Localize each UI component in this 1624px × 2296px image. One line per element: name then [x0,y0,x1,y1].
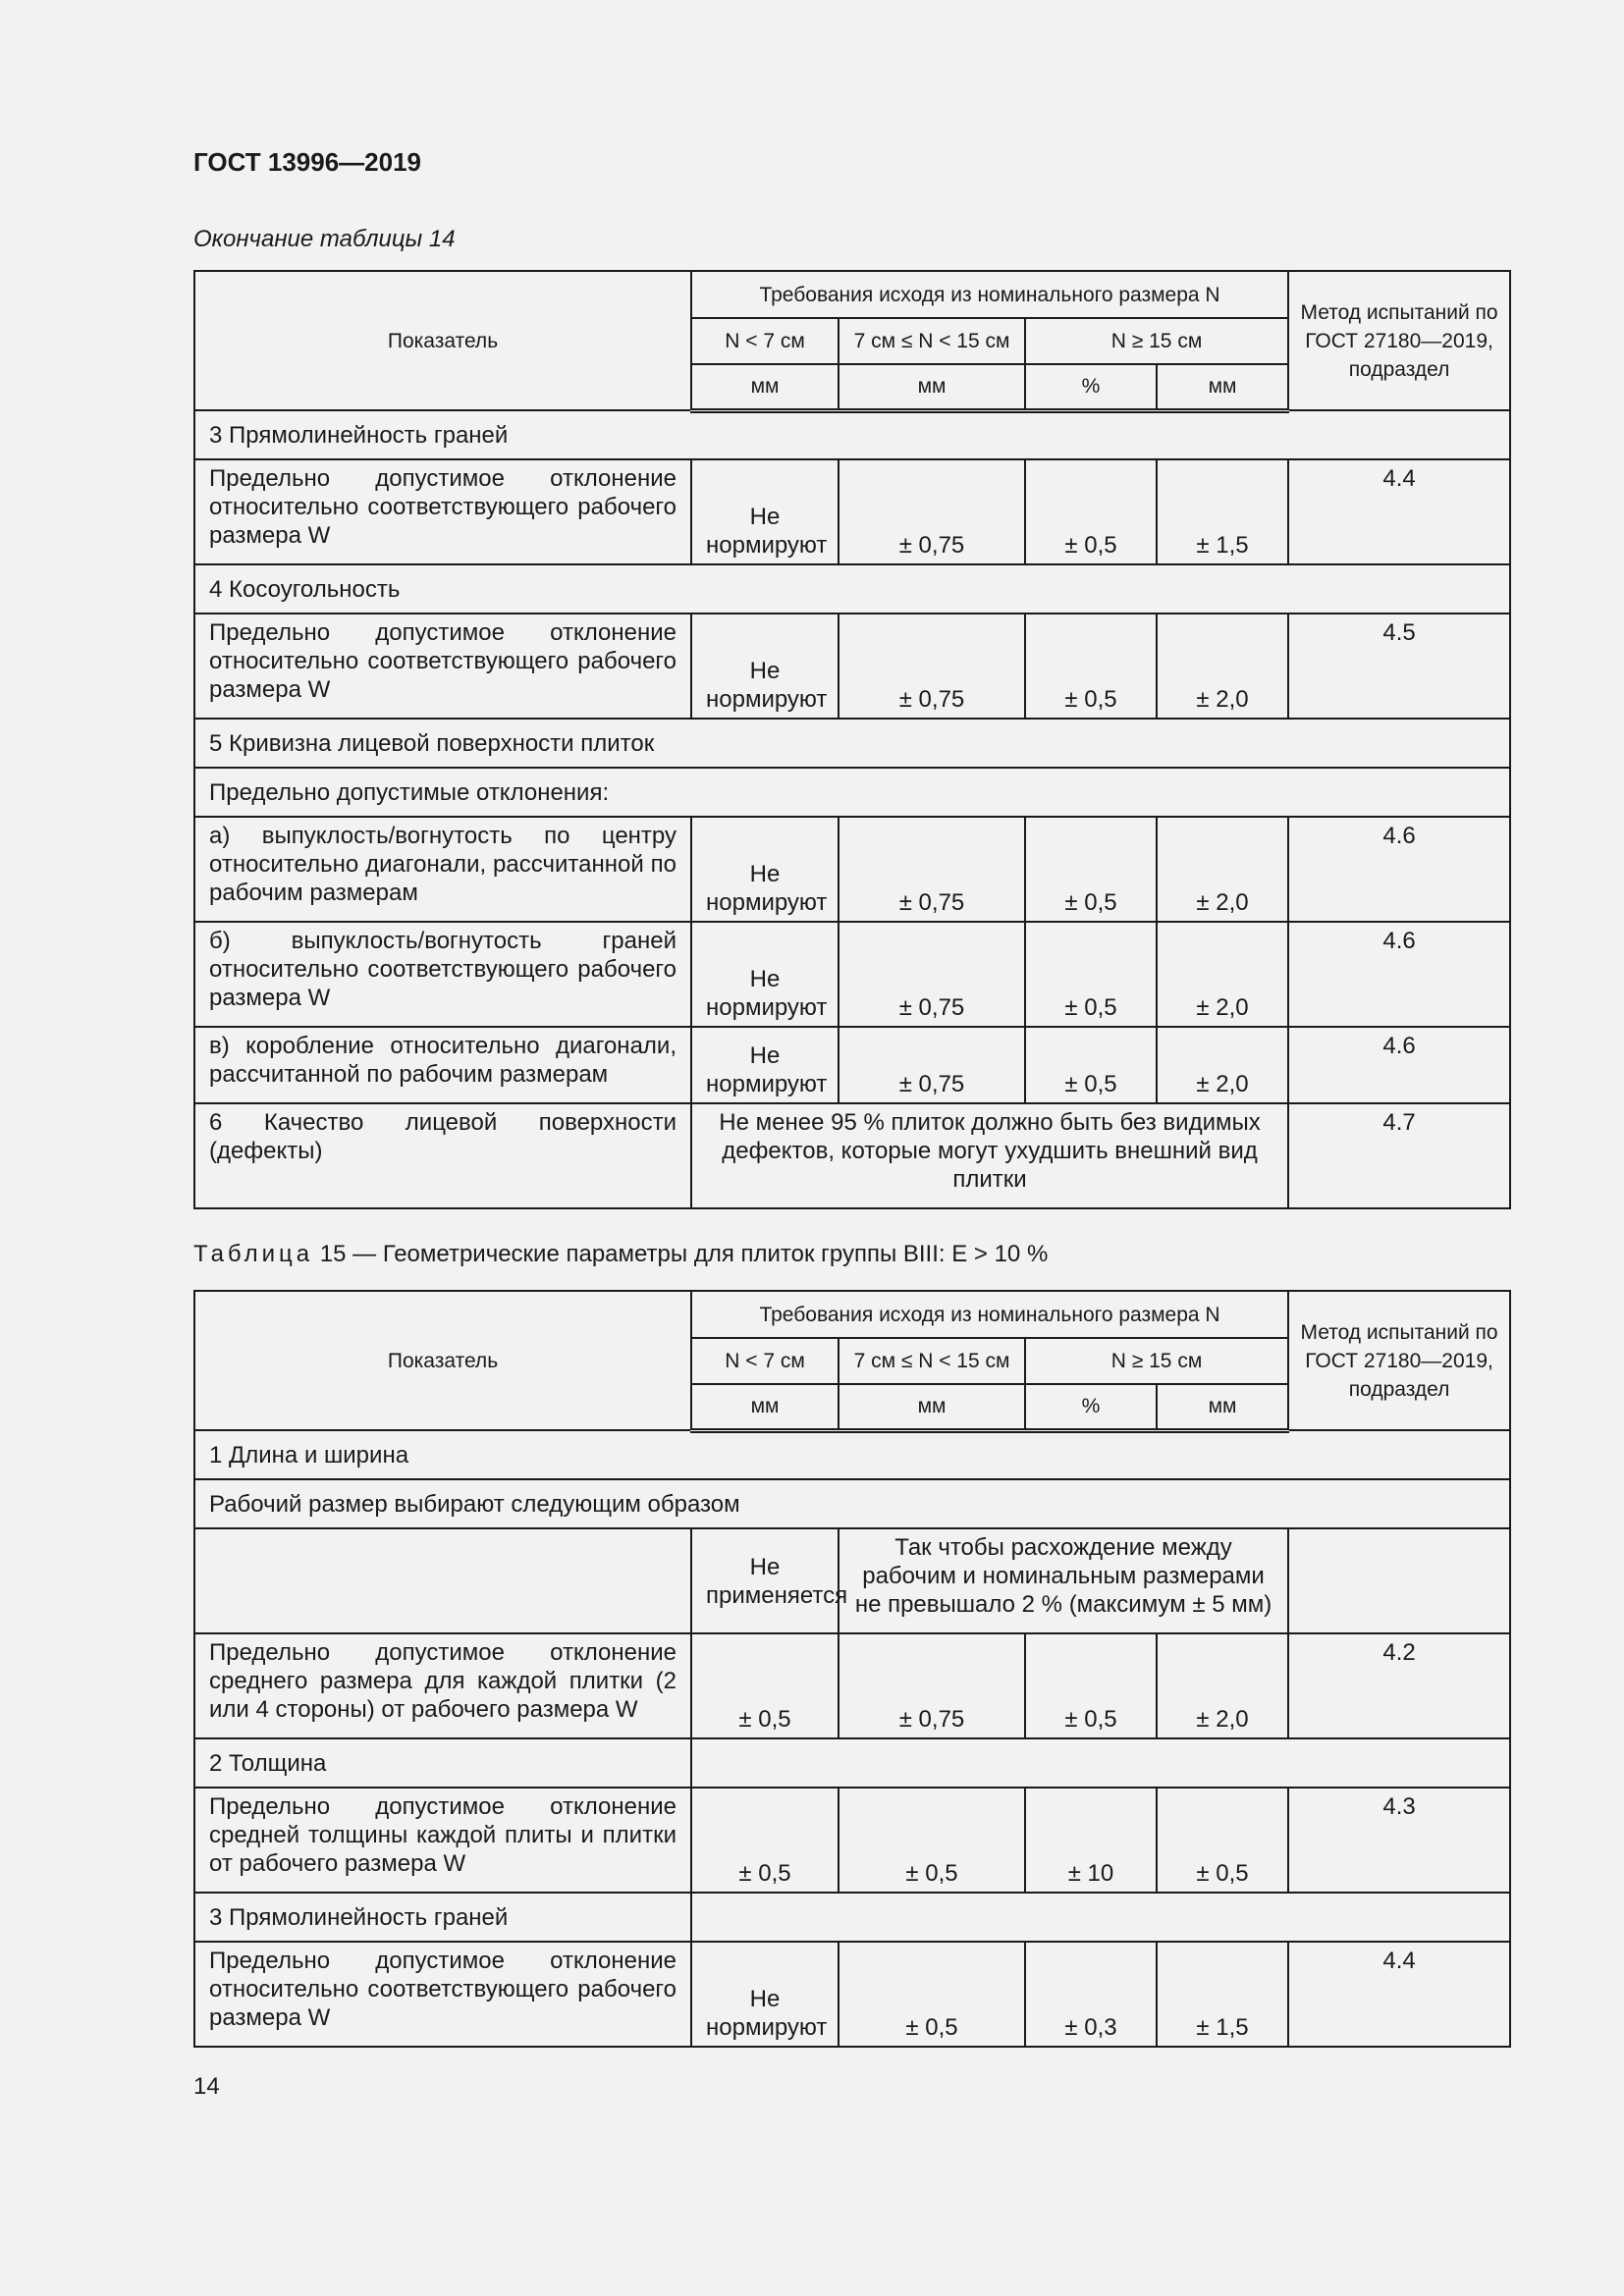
col-header-n3: N ≥ 15 см [1025,318,1288,364]
table-row [194,1788,1510,1893]
row-label: Предельно допустимое отклонение среднего размера для каждой плитки (2 или 4 стороны) от рабочего размера W [194,1633,691,1738]
value-cell: ± 2,0 [1157,1027,1288,1103]
row-label: Предельно допустимое отклонение относительно соответствующего рабочего размера W [194,614,691,719]
col-header-requirements: Требования исходя из номинального размера N [691,271,1288,318]
section-row: 3 Прямолинейность граней [194,410,1510,459]
value-cell: Не нормируют [691,817,839,922]
value-cell: ± 0,75 [839,922,1025,1027]
value-cell: ± 2,0 [1157,817,1288,922]
table-row [194,459,1510,564]
method-cell: 4.2 [1288,1633,1510,1738]
method-cell: 4.6 [1288,817,1510,922]
value-cell: ± 0,5 [1025,459,1157,564]
document-header: ГОСТ 13996—2019 [193,147,421,177]
value-cell: ± 0,3 [1025,1942,1157,2047]
value-cell: ± 10 [1025,1788,1157,1893]
table-row [194,1528,1510,1633]
row-label: в) коробление относительно диагонали, рассчитанной по рабочим размерам [194,1027,691,1103]
section-row: 3 Прямолинейность граней [194,1893,691,1942]
col-header-n1: N < 7 см [691,318,839,364]
value-cell: ± 2,0 [1157,614,1288,719]
table-row [194,1633,1510,1738]
value-cell: Не нормируют [691,1027,839,1103]
value-cell: ± 1,5 [1157,1942,1288,2047]
value-cell: Не нормируют [691,614,839,719]
value-cell: ± 0,75 [839,1633,1025,1738]
method-cell-empty [1288,1528,1510,1633]
unit-cell: мм [1157,1384,1288,1430]
col-header-n2: 7 см ≤ N < 15 см [839,318,1025,364]
page-number: 14 [193,2073,220,2100]
row-label: а) выпуклость/вогнутость по центру относительно диагонали, рассчитанной по рабочим размерам [194,817,691,922]
unit-cell: мм [691,364,839,410]
value-cell: ± 2,0 [1157,1633,1288,1738]
value-cell: ± 2,0 [1157,922,1288,1027]
requirement-merged-cell: Не менее 95 % плиток должно быть без видимых дефектов, которые могут ухудшить внешний вид плитки [691,1103,1288,1208]
method-cell: 4.7 [1288,1103,1510,1208]
row-label: б) выпуклость/вогнутость граней относительно соответствующего рабочего размера W [194,922,691,1027]
row-label: Предельно допустимое отклонение относительно соответствующего рабочего размера W [194,1942,691,2047]
row-label-empty [194,1528,691,1633]
unit-cell: мм [839,1384,1025,1430]
section-row: 2 Толщина [194,1738,691,1788]
table-15 [193,1290,1511,2048]
value-cell: Не нормируют [691,922,839,1027]
value-cell: Не нормируют [691,1942,839,2047]
row-label: 6 Качество лицевой поверхности (дефекты) [194,1103,691,1208]
value-cell: ± 0,5 [1025,1633,1157,1738]
col-header-method: Метод испытаний по ГОСТ 27180—2019, подраздел [1288,271,1510,410]
value-cell: ± 0,5 [1025,614,1157,719]
value-cell: ± 0,5 [839,1788,1025,1893]
section-row: 1 Длина и ширина [194,1430,1510,1479]
requirement-merged-cell: Так чтобы расхождение между рабочим и номинальным размерами не превышало 2 % (максимум ± 5 мм) [839,1528,1288,1633]
table-row [194,817,1510,922]
value-cell: ± 0,5 [691,1788,839,1893]
col-header-n2: 7 см ≤ N < 15 см [839,1338,1025,1384]
row-label: Предельно допустимое отклонение средней толщины каждой плиты и плитки от рабочего размера W [194,1788,691,1893]
row-label: Предельно допустимое отклонение относительно соответствующего рабочего размера W [194,459,691,564]
col-header-n3: N ≥ 15 см [1025,1338,1288,1384]
col-header-param: Показатель [194,1291,691,1430]
table-row [194,922,1510,1027]
table-row [194,1103,1510,1208]
section-row-empty [691,1738,1510,1788]
unit-cell: % [1025,1384,1157,1430]
method-cell: 4.3 [1288,1788,1510,1893]
table-14 [193,270,1511,1209]
col-header-requirements: Требования исходя из номинального размера N [691,1291,1288,1338]
section-row-empty [691,1893,1510,1942]
value-cell: ± 0,5 [1025,1027,1157,1103]
value-cell: ± 1,5 [1157,459,1288,564]
value-cell: ± 0,75 [839,614,1025,719]
method-cell: 4.6 [1288,1027,1510,1103]
value-cell: ± 0,5 [1025,817,1157,922]
col-header-method: Метод испытаний по ГОСТ 27180—2019, подраздел [1288,1291,1510,1430]
unit-cell: мм [691,1384,839,1430]
section-subrow: Рабочий размер выбирают следующим образом [194,1479,1510,1528]
section-row: 5 Кривизна лицевой поверхности плиток [194,719,1510,768]
value-cell: Не применяется [691,1528,839,1633]
value-cell: ± 0,75 [839,459,1025,564]
table-row [194,1027,1510,1103]
value-cell: ± 0,75 [839,817,1025,922]
method-cell: 4.4 [1288,459,1510,564]
value-cell: Не нормируют [691,459,839,564]
value-cell: ± 0,5 [1025,922,1157,1027]
col-header-param: Показатель [194,271,691,410]
table15-caption-text: 15 — Геометрические параметры для плиток группы BIII: E > 10 % [319,1241,1049,1267]
section-row: 4 Косоугольность [194,564,1510,614]
table15-caption [193,1241,1048,1268]
unit-cell: % [1025,364,1157,410]
col-header-n1: N < 7 см [691,1338,839,1384]
value-cell: ± 0,75 [839,1027,1025,1103]
section-subrow: Предельно допустимые отклонения: [194,768,1510,817]
table15-caption-label: Таблица [193,1241,314,1267]
unit-cell: мм [839,364,1025,410]
table-row [194,1942,1510,2047]
method-cell: 4.5 [1288,614,1510,719]
value-cell: ± 0,5 [839,1942,1025,2047]
table14-caption: Окончание таблицы 14 [193,226,456,252]
table-row [194,614,1510,719]
value-cell: ± 0,5 [1157,1788,1288,1893]
method-cell: 4.6 [1288,922,1510,1027]
method-cell: 4.4 [1288,1942,1510,2047]
value-cell: ± 0,5 [691,1633,839,1738]
unit-cell: мм [1157,364,1288,410]
